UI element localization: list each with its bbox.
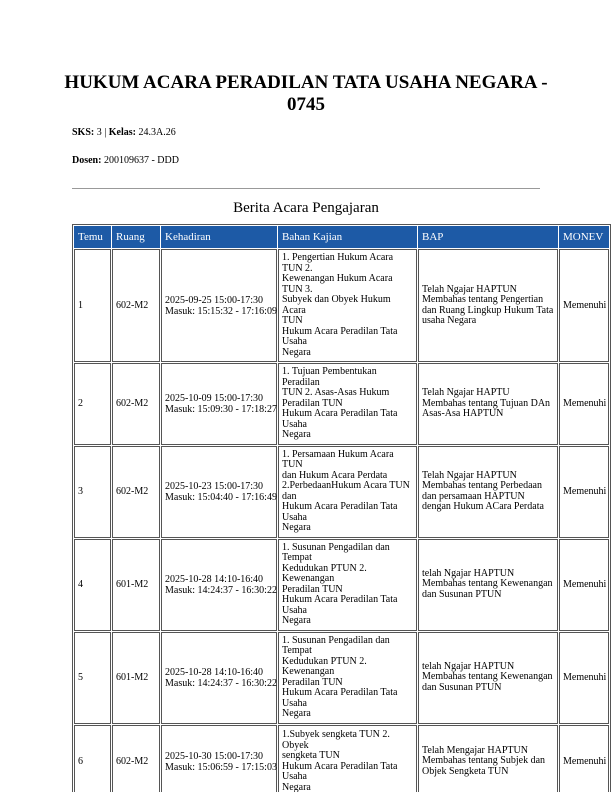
header-temu: Temu — [74, 226, 111, 248]
cell-temu: 1 — [74, 249, 111, 362]
table-header-row — [74, 226, 609, 248]
attendance-text: Masuk: 14:24:37 - 16:30:22 — [165, 584, 277, 596]
table-row — [74, 725, 609, 792]
bahan-kajian-line: Hukum Acara Peradilan Tata Usaha — [282, 501, 398, 523]
table-row — [74, 446, 609, 538]
cell-kehadiran — [161, 446, 277, 538]
bahan-kajian-line: Hukum Acara Peradilan Tata Usaha — [282, 687, 398, 709]
cell-bap: Telah Ngajar HAPTUN Membahas tentang Perbedaan dan persamaan HAPTUN dengan Hukum ACara Perdata — [418, 446, 558, 538]
cell-temu: 3 — [74, 446, 111, 538]
schedule-text: 2025-10-30 15:00-17:30 — [165, 750, 264, 762]
bahan-kajian-line: Negara — [282, 429, 311, 440]
cell-bap: telah Ngajar HAPTUN Membahas tentang Kewenangan dan Susunan PTUN — [418, 539, 558, 631]
lecturer-meta — [72, 155, 179, 166]
cell-ruang: 602-M2 — [112, 446, 160, 538]
attendance-text: Masuk: 15:06:59 - 17:15:03 — [165, 761, 277, 773]
course-meta: SKS: 3 | Kelas: 24.3A.26 — [72, 127, 176, 138]
dosen-label: Dosen: — [72, 155, 102, 166]
bahan-kajian-line: Kedudukan PTUN 2. Kewenangan — [282, 655, 367, 677]
divider — [72, 188, 540, 189]
bahan-kajian-line: Negara — [282, 615, 311, 626]
bahan-kajian-line: 1. Susunan Pengadilan dan Tempat — [282, 541, 390, 563]
bahan-kajian-line: Negara — [282, 346, 311, 358]
cell-kehadiran — [161, 632, 277, 724]
kelas-value: 24.3A.26 — [138, 127, 176, 138]
cell-ruang: 601-M2 — [112, 632, 160, 724]
sks-value: 3 — [96, 127, 102, 138]
cell-temu: 6 — [74, 725, 111, 792]
table-row — [74, 632, 609, 724]
table-row — [74, 539, 609, 631]
cell-bahan-kajian — [278, 363, 417, 445]
bahan-kajian-line: Hukum Acara Peradilan Tata Usaha — [282, 325, 398, 347]
cell-monev: Memenuhi — [559, 725, 609, 792]
cell-ruang: 602-M2 — [112, 249, 160, 362]
cell-kehadiran — [161, 363, 277, 445]
bahan-kajian-line: Peradilan TUN — [282, 583, 343, 595]
bahan-kajian-line: 1.Subyek sengketa TUN 2. Obyek — [282, 729, 390, 751]
schedule-text: 2025-10-28 14:10-16:40 — [165, 573, 264, 585]
cell-ruang: 602-M2 — [112, 363, 160, 445]
attendance-text: Masuk: 14:24:37 - 16:30:22 — [165, 677, 277, 689]
attendance-text: Masuk: 15:09:30 - 17:18:27 — [165, 403, 277, 415]
bahan-kajian-line: Kewenangan Hukum Acara TUN 3. — [282, 273, 393, 295]
section-title: Berita Acara Pengajaran — [233, 200, 379, 216]
cell-ruang: 601-M2 — [112, 539, 160, 631]
bahan-kajian-line: Negara — [282, 522, 311, 533]
bahan-kajian-line: Peradilan TUN — [282, 676, 343, 688]
bahan-kajian-line: Kedudukan PTUN 2. Kewenangan — [282, 562, 367, 584]
header-kehadiran: Kehadiran — [161, 226, 277, 248]
sks-label: SKS: — [72, 127, 95, 138]
cell-bap: Telah Ngajar HAPTU Membahas tentang Tujuan DAn Asas-Asa HAPTUN — [418, 363, 558, 445]
cell-bahan-kajian — [278, 446, 417, 538]
cell-monev: Memenuhi — [559, 539, 609, 631]
bahan-kajian-line: Hukum Acara Peradilan Tata Usaha — [282, 760, 398, 782]
bahan-kajian-line: TUN 2. Asas-Asas Hukum — [282, 387, 390, 398]
bahan-kajian-line: sengketa TUN — [282, 750, 340, 761]
header-monev: MONEV — [559, 226, 609, 248]
bahan-kajian-line: 1. Persamaan Hukum Acara TUN — [282, 448, 394, 470]
bahan-kajian-line: Negara — [282, 781, 311, 792]
bahan-kajian-line: 1. Tujuan Pembentukan Peradilan — [282, 366, 377, 388]
bap-table — [72, 224, 611, 792]
header-bap: BAP — [418, 226, 558, 248]
bahan-kajian-line: 2.PerbedaanHukum Acara TUN dan — [282, 480, 410, 502]
attendance-text: Masuk: 15:15:32 - 17:16:09 — [165, 305, 277, 317]
cell-bap: Telah Mengajar HAPTUN Membahas tentang Subjek dan Objek Sengketa TUN — [418, 725, 558, 792]
bahan-kajian-line: dan Hukum Acara Perdata — [282, 469, 388, 481]
attendance-text: Masuk: 15:04:40 - 17:16:49 — [165, 491, 277, 503]
cell-ruang: 602-M2 — [112, 725, 160, 792]
cell-temu: 2 — [74, 363, 111, 445]
bahan-kajian-line: Subyek dan Obyek Hukum Acara — [282, 294, 391, 316]
cell-monev: Memenuhi — [559, 632, 609, 724]
bahan-kajian-line: Hukum Acara Peradilan Tata Usaha — [282, 408, 398, 430]
cell-kehadiran — [161, 539, 277, 631]
schedule-text: 2025-10-09 15:00-17:30 — [165, 392, 264, 404]
cell-monev: Memenuhi — [559, 249, 609, 362]
schedule-text: 2025-09-25 15:00-17:30 — [165, 294, 264, 306]
cell-monev: Memenuhi — [559, 446, 609, 538]
cell-kehadiran — [161, 725, 277, 792]
schedule-text: 2025-10-23 15:00-17:30 — [165, 480, 264, 492]
cell-bahan-kajian — [278, 249, 417, 362]
schedule-text: 2025-10-28 14:10-16:40 — [165, 666, 264, 678]
table-body — [74, 249, 609, 792]
cell-temu: 4 — [74, 539, 111, 631]
cell-bap: Telah Ngajar HAPTUN Membahas tentang Pengertian dan Ruang Lingkup Hukum Tata usaha Negara — [418, 249, 558, 362]
cell-bap: telah Ngajar HAPTUN Membahas tentang Kewenangan dan Susunan PTUN — [418, 632, 558, 724]
header-bahan-kajian: Bahan Kajian — [278, 226, 417, 248]
cell-temu: 5 — [74, 632, 111, 724]
bahan-kajian-line: TUN — [282, 315, 303, 326]
kelas-label: Kelas: — [108, 127, 136, 138]
cell-kehadiran — [161, 249, 277, 362]
dosen-value: 200109637 - DDD — [103, 155, 179, 166]
cell-bahan-kajian — [278, 539, 417, 631]
bahan-kajian-line: Negara — [282, 708, 311, 719]
table-row — [74, 249, 609, 362]
bahan-kajian-line: 1. Susunan Pengadilan dan Tempat — [282, 634, 390, 656]
cell-monev: Memenuhi — [559, 363, 609, 445]
bahan-kajian-line: 1. Pengertian Hukum Acara TUN 2. — [282, 252, 394, 274]
cell-bahan-kajian — [278, 632, 417, 724]
header-ruang: Ruang — [112, 226, 160, 248]
bahan-kajian-line: Hukum Acara Peradilan Tata Usaha — [282, 594, 398, 616]
table-row — [74, 363, 609, 445]
bahan-kajian-line: Peradilan TUN — [282, 397, 343, 409]
course-title: HUKUM ACARA PERADILAN TATA USAHA NEGARA - 0745 — [64, 72, 548, 115]
cell-bahan-kajian — [278, 725, 417, 792]
